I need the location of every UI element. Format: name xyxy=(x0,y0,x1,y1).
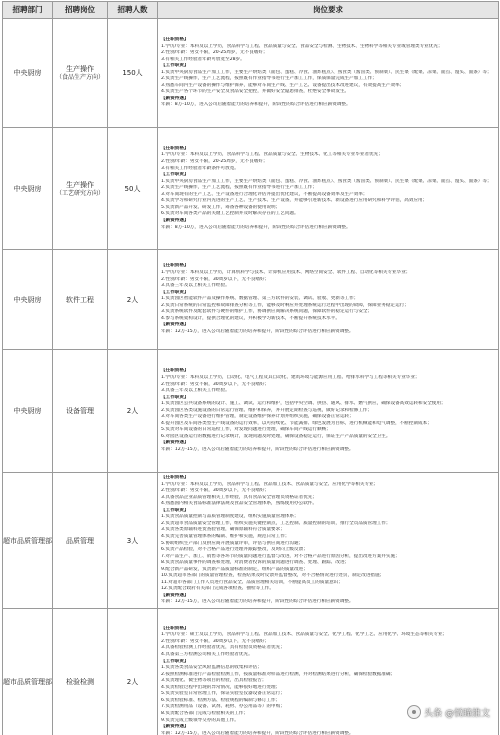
header-count: 招聘人数 xyxy=(108,2,158,19)
dept-cell: 中央厨房 xyxy=(3,19,53,128)
position-title: 品质管理 xyxy=(66,536,94,545)
section-heading: 【任职资格】 xyxy=(161,145,189,151)
requirement-line: 5.负责实验室日常管理工作，保证实验室仪器设备正常运行； xyxy=(161,691,285,697)
requirement-line: 3.有相关工作经验者年龄可放宽至28岁。 xyxy=(161,56,245,62)
requirement-line: 1.负责中央厨房食品生产加工工作，主要生产烘焙类（面包、蛋糕、冷食、油炸糕点）、熟食类（酱卤类、预制菜）、民生菜（配菜、凉菜、面点、馒头、面条）等； xyxy=(161,178,492,184)
requirement-line: 1.负责中央厨房食品生产加工工作，主要生产烘焙类（面包、蛋糕、冷食、油炸糕点）、熟食类（酱卤类、预制菜）、民生菜（配菜、凉菜、面点、馒头、面条）等； xyxy=(161,69,492,75)
section-heading: 【工作职责】 xyxy=(161,507,189,513)
watermark-text: 头条 @悦瞳推文 xyxy=(424,708,490,719)
requirement-line: 3.对车间现有的生产工艺、生产设备进行合理化评估并提出优化建议，不断提高设备效率及生产效率； xyxy=(161,191,368,197)
requirement-line: 1.负责园区智能软件产品及操作系统、数据管理、第三方软件的安装、调试、验收、更新等工作； xyxy=(161,296,359,302)
table-row xyxy=(3,350,499,473)
requirement-line: 2.负责生产线操作，生产工艺流程，按照既有作业指导书进行生产加工工作，保质保量完成生产加工工作； xyxy=(161,76,377,82)
requirement-line: 4.熟悉国内相关食品标准法律法规及食品安全管理体系，熟练使用办公软件。 xyxy=(161,501,317,507)
requirements-cell xyxy=(158,350,499,473)
requirement-line: 9.配合新产品研发，负责新产品质量标准的制定，组织产品的质量改进； xyxy=(161,566,308,572)
position-title: 检验检测 xyxy=(66,677,94,686)
requirement-line: 1.负责各类食品安全风险监测信息的收集和评估； xyxy=(161,665,262,671)
position-subtitle: （工艺研究方向） xyxy=(55,189,104,197)
requirement-line: 5.负责新产品开发、研发工作，筹备各种设备的使用说明； xyxy=(161,204,281,210)
requirement-line: 2.性别/年龄：男女不限，30周岁以下，无不良嗜好； xyxy=(161,276,270,282)
position-title: 软件工程 xyxy=(66,295,94,304)
requirement-line: 2.负责日常系统的日常监控和故障排查分析等工作，能够及时响应并处理系统运行过程中出现的故障，保障业务稳定运行； xyxy=(161,302,409,308)
requirement-line: 1.学历/专业：硕士及以上学历，食品科学与工程、食品加工技术、食品质量与安全、化学工程、化学工艺、应用化学、环境生态等相关专业； xyxy=(161,632,448,638)
requirement-line: 1.负责园区公共设备系统的设计、施工、调试、运行和维护，包括中央空调、供热、通风、排水、燃气供应，确保设备高效运转和安全使用； xyxy=(161,401,446,407)
requirement-line: 3.具备三年及以上相关工作经验。 xyxy=(161,283,230,289)
header-row xyxy=(3,2,499,19)
requirement-line: 5.协助组织生产部门及供应商开展质量评审，评估与供应商进行沟通； xyxy=(161,540,304,546)
table-row xyxy=(3,473,499,609)
requirements-cell xyxy=(158,128,499,250)
position-title: 生产操作 xyxy=(66,65,94,73)
position-cell xyxy=(53,350,108,473)
count-cell: 2人 xyxy=(108,609,158,735)
requirement-line: 4.负责完善质量管理体系的编制、维护和实施，规范日常工作； xyxy=(161,533,290,539)
position-cell xyxy=(53,473,108,609)
requirement-line: 3.具备三年及以上相关工作经验。 xyxy=(161,388,230,394)
section-heading: 【工作职责】 xyxy=(161,63,189,69)
section-heading: 【薪资待遇】 xyxy=(161,440,189,446)
watermark xyxy=(407,705,490,719)
requirement-line: 6.对园区设备运行的数据进行记录统计，发现问题及时处理，确保设备稳定运行，保证生产产品质量的安全卫生。 xyxy=(161,433,391,439)
requirement-line: 8.负责配合各部门完成与检验相关的工作； xyxy=(161,710,249,716)
count-cell: 2人 xyxy=(108,350,158,473)
header-dept: 招聘部门 xyxy=(3,2,53,19)
requirement-line: 6.负责产品检验，对不合格产品进行处理并跟踪整改，及时向上级反馈； xyxy=(161,547,308,553)
section-heading: 【任职资格】 xyxy=(161,625,189,631)
dept-cell: 中央厨房 xyxy=(3,128,53,250)
requirement-line: 2.性别/年龄：男女不限，20-25周岁，无不良嗜好； xyxy=(161,50,268,56)
header-requirements: 岗位要求 xyxy=(158,2,499,19)
dept-cell: 中央厨房 xyxy=(3,350,53,473)
position-cell xyxy=(53,19,108,128)
requirement-line: 3.具备食品企业品质管理相关工作经验，具有食品安全管理员资格证者优先； xyxy=(161,494,317,500)
requirement-line: 2.性别/年龄：男女不限，20-25周岁，无不良嗜好； xyxy=(161,159,268,165)
table-row xyxy=(3,128,499,250)
requirement-line: 1.学历/专业：本科及以上学历，自动化、电气工程及其自动化、建筑环境与能源应用工程、给排水科学与工程等相关专业毕业； xyxy=(161,374,420,380)
section-heading: 【工作职责】 xyxy=(161,394,189,400)
requirements-cell xyxy=(158,19,499,128)
requirement-line: 3.负责各类原辅料进货查验管理，确保原辅料符合质量要求； xyxy=(161,527,285,533)
requirement-line: 年薪：12万-15万，进入公司后随着能力的培养和提升，阶段性的综合评估进行相应薪资调整。 xyxy=(161,599,354,605)
requirement-line: 年薪：8万-10万，进入公司后随着能力的培养和提升，阶段性的综合评估进行相应薪资调整。 xyxy=(161,102,351,108)
section-heading: 【任职资格】 xyxy=(161,475,189,481)
requirement-line: 2.负责园区各类设施设备的日常运行管理、维护和保养，并开展定期检查与巡视，做好记录和检修工作； xyxy=(161,407,373,413)
requirements-cell xyxy=(158,250,499,350)
count-cell: 150人 xyxy=(108,19,158,128)
requirement-line: 3.负责理化、微生物等项目的检验，出具检验报告； xyxy=(161,678,267,684)
section-heading: 【工作职责】 xyxy=(161,658,189,664)
position-title: 设备管理 xyxy=(66,407,94,415)
requirement-line: 12.负责配合政府有关部门完成各项检查、抽检等工作。 xyxy=(161,586,274,592)
requirement-line: 9.负责完成上级领导交办的其他工作。 xyxy=(161,717,239,723)
requirement-line: 10.负责超市各部门的质量管理检查，检查结果及时反馈并监督整改，对不合格情况进行处罚，制定改进措施； xyxy=(161,573,385,579)
requirement-line: 1.学历/专业：本科及以上学历，食品科学与工程、食品质量与安全、食品安全与检测、生物技术、生物科学等相关专业或管理类专业优先； xyxy=(161,43,443,49)
position-cell xyxy=(53,250,108,350)
requirement-line: 1.学历/专业：本科及以上学历，计算机科学与技术、计算机应用技术、网络空间安全、软件工程、自动化等相关专业毕业； xyxy=(161,270,411,276)
position-cell xyxy=(53,128,108,250)
requirement-line: 3.有相关工作经验者年龄条件可放宽。 xyxy=(161,165,239,171)
table-body xyxy=(3,19,499,735)
watermark-logo-icon xyxy=(407,705,421,719)
table-row xyxy=(3,19,499,128)
requirement-line: 8.负责食品质量事件的调查和处理，对消费者投诉的质量问题进行调查、处理、跟踪、改进； xyxy=(161,560,350,566)
requirement-line: 4.负责生产各个环节的生产安全及食品安全把控，并做好安全隐患排查，杜绝安全事故发生。 xyxy=(161,89,350,95)
section-heading: 【薪资待遇】 xyxy=(161,95,189,101)
section-heading: 【工作职责】 xyxy=(161,289,189,295)
requirements-cell xyxy=(158,473,499,609)
requirement-line: 5.负责对车间设备的日常巡检工作，对发现问题进行处理，确保车间产线运行顺畅； xyxy=(161,427,331,433)
requirement-line: 4.参与系统架构设计，提供合理化的建议，并积极学习新技术，不断提升系统技术水平。 xyxy=(161,315,340,321)
requirement-line: 1.学历/专业：本科及以上学历，食品科学与工程、食品质量与安全、生物技术、化工等相关专业毕业者优先； xyxy=(161,152,383,158)
requirement-line: 1.负责食品质量控制与品质管理制度建设，组织实施质量管理体系； xyxy=(161,514,299,520)
count-cell: 2人 xyxy=(108,250,158,350)
requirement-line: 4.负责学习和研究行业内先进的生产工艺、生产技术、生产设备，并能够引进新技术、新设备进行应用研究和科学评估，高效应用； xyxy=(161,198,428,204)
requirement-line: 年薪：12万-15万，进入公司后随着能力的培养和提升，阶段性的综合评估进行相应薪资调整。 xyxy=(161,730,354,735)
section-heading: 【薪资待遇】 xyxy=(161,322,189,328)
dept-cell: 超市品质管理部 xyxy=(3,609,53,735)
requirement-line: 3.负责系统软件及配套软件与硬件的维护工作，协调供应商解决系统问题，保障软件的稳定运行与安全； xyxy=(161,309,373,315)
section-heading: 【任职资格】 xyxy=(161,368,189,374)
requirement-line: 2.性别/年龄：男女不限，30周岁以下，无不良嗜好； xyxy=(161,381,270,387)
requirement-line: 4.提升园区及车间各类型生产线设备的运行效率，以可持续化、节能减排、绿色发展为目标，进行机械能和电气调整，不断控制成本； xyxy=(161,420,432,426)
requirement-line: 4.负责检验过程中出现的异常情况，能够很好地进行处理； xyxy=(161,684,281,690)
requirement-line: 2.负责超市食品质量安全管理工作，组织实施关键控制点，工艺控制、质量控制的培训，推行全员品质管理工作； xyxy=(161,520,391,526)
requirement-line: 2.按照检测标准进行产品检验检测工作，按质量标准对样品进行检测，并对检测结果进行分析，确保检验数据准确； xyxy=(161,671,396,677)
requirement-line: 4.具备第三方检测公司相关工作经验者优先。 xyxy=(161,652,253,658)
position-subtitle: （食品生产方向） xyxy=(55,74,104,81)
requirement-line: 年薪：8万-10万，进入公司后随着能力的培养和提升，阶段性的综合评估进行相应薪资调整。 xyxy=(161,224,351,230)
section-heading: 【薪资待遇】 xyxy=(161,724,189,730)
dept-cell: 中央厨房 xyxy=(3,250,53,350)
section-heading: 【任职资格】 xyxy=(161,36,189,42)
recruitment-table xyxy=(2,1,499,735)
requirement-line: 3.具备检验检测工作经验者优先，具有检验员资格证者优先； xyxy=(161,645,285,651)
section-heading: 【薪资待遇】 xyxy=(161,217,189,223)
dept-cell: 超市品质管理部 xyxy=(3,473,53,609)
requirement-line: 6.负责对车间各类产品的关键工艺控制并及时解决存在的工艺问题。 xyxy=(161,211,299,217)
requirement-line: 2.性别/年龄：男女不限，30周岁以下，无不良嗜好； xyxy=(161,488,270,494)
requirement-line: 6.负责检验标准、检测方法、检验规程的编制与修订工作； xyxy=(161,697,281,703)
section-heading: 【任职资格】 xyxy=(161,263,189,269)
requirement-line: 年薪：12万-15万，进入公司后随着能力的培养和提升，阶段性的综合评估进行相应薪资调整。 xyxy=(161,447,354,452)
requirement-line: 11.对超市各部门工作人员进行食品安全、品质管理相关培训，不断提高员工的质量意识； xyxy=(161,579,343,585)
requirement-line: 7.对产品生产、加工、销售等各环节的质量问题进行监督与改进，对不合格产品进行原因分析，提出改进方案并实施； xyxy=(161,553,400,559)
requirement-line: 7.负责检测用品（设备、试剂、耗材、办公用品等）的申购； xyxy=(161,704,285,710)
requirement-line: 3.对车间各类生产设备进行维护管理，制定设备维护保养计划并组织实施，确保设备正常运转； xyxy=(161,414,354,420)
position-cell xyxy=(53,609,108,735)
requirement-line: 年薪：12万-15万，进入公司后随着能力的培养和提升，阶段性的综合评估进行相应薪资调整。 xyxy=(161,328,354,334)
section-heading: 【薪资待遇】 xyxy=(161,592,189,598)
requirement-line: 2.负责生产线操作，生产工艺流程，按照既有作业指导书进行生产加工工作； xyxy=(161,185,317,191)
position-title: 生产操作 xyxy=(66,180,94,189)
requirement-line: 2.性别/年龄：男女不限，30周岁以下，无不良嗜好； xyxy=(161,638,270,644)
header-position: 招聘岗位 xyxy=(53,2,108,19)
requirement-line: 1.学历/专业：本科及以上学历，食品科学与工程、食品加工技术、食品质量与安全、应用化学等相关专业； xyxy=(161,481,379,487)
section-heading: 【工作职责】 xyxy=(161,172,189,178)
count-cell: 3人 xyxy=(108,473,158,609)
requirement-line: 3.熟悉车间内生产设备的操作与维护保养，能够对车间生产线、生产工艺、设备提出技术改进建议，有效提高生产效率； xyxy=(161,82,405,88)
count-cell: 50人 xyxy=(108,128,158,250)
table-row xyxy=(3,250,499,350)
